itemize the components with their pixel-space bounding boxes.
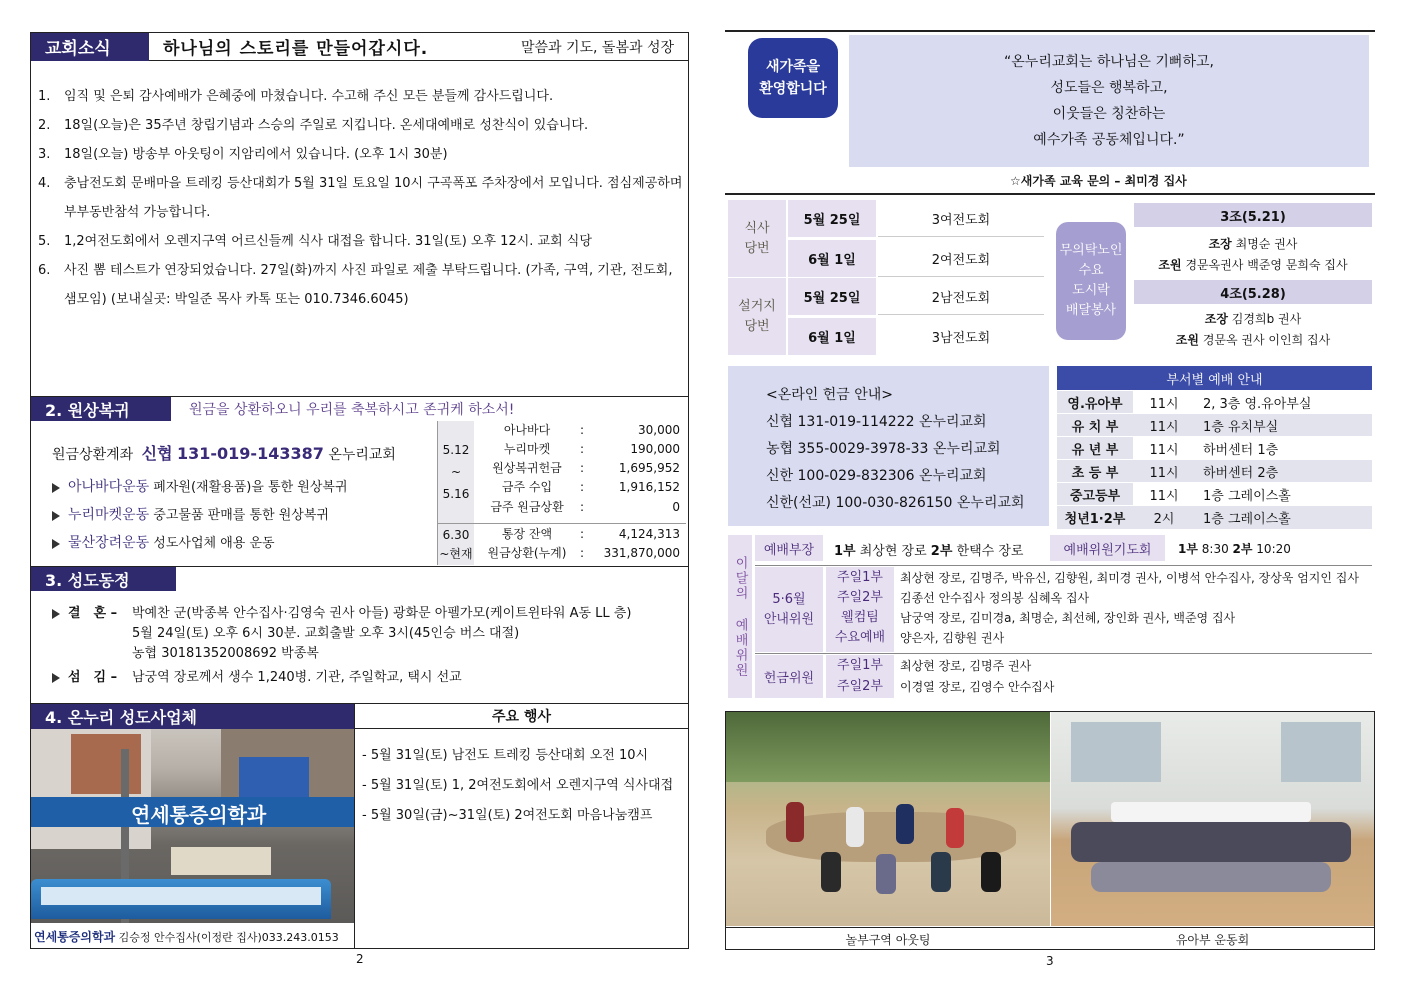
committee-line [755,565,1372,566]
offering-account: 신협 131-019-114222 온누리교회 [766,414,987,430]
page3-topline [725,30,1375,32]
duty-group: 2남전도회 [878,278,1044,315]
events-header: 주요 행사 [355,704,688,729]
gift-entry: 섬 김 – 남궁역 장로께서 생수 1,240병. 기관, 주일학교, 택시 선교 [52,668,688,688]
news-header-motto: 말씀과 기도, 돌봄과 성장 [520,39,674,56]
events-list [362,741,673,831]
welcome-quote: “온누리교회는 하나님은 기뻐하고, 성도들은 행복하고, 이웃들은 칭찬하는 예수가족 공동체입니다.” [849,35,1369,167]
meal-duty-label: 식사 당번 [728,200,786,277]
dept-row: 유 치 부 11시 1층 유치부실 [1057,414,1372,437]
news-item: 3. 18일(오늘) 방송부 아웃팅이 지암리에서 있습니다. (오후 1시 30분) [38,147,448,162]
finance-row: 아나바다 : 30,000 [503,423,680,437]
news-list [38,82,686,314]
offering-title: <온라인 헌금 안내> [766,387,894,403]
offering-keys: 주일1부 주일2부 [826,655,894,698]
usher-values: 최상현 장로, 김명주, 박유신, 김향원, 최미경 권사, 이병석 안수집사, 장상욱 엄지인 집사 김종선 안수집사 정의봉 심혜옥 집사 남궁역 장로, 김미경a, 최명순, 최선혜, 장인화 권사, 백준영 집사 양은자, 김향원 권사 [900,571,1359,645]
news-header [31,33,688,61]
movement-item: 물산장려운동 성도사업체 애용 운동 [52,532,348,560]
committee-leader: 1부 최상현 장로 2부 한택수 장로 [834,544,1024,559]
outing-photo [726,712,1050,926]
usher-keys: 주일1부 주일2부 웰컴팀 수요예배 [826,567,894,652]
dept-row: 영.유아부 11시 2, 3층 영.유아부실 [1057,391,1372,414]
duty-group: 3여전도회 [878,200,1044,237]
photo-divider [725,927,1375,928]
duty-date: 6월 1일 [788,240,876,277]
dish-duty-label: 설거지 당번 [728,278,786,355]
finance-row: 원상복귀헌금 : 1,695,952 [492,461,680,475]
finance-period2: 6.30 ~현재 [438,523,474,565]
finance-row: 통장 잔액 : 4,124,313 [501,527,680,541]
outing-caption: 놀부구역 아웃팅 [845,932,931,947]
restore-motto: 원금을 상환하오니 우리를 축복하시고 존귀케 하소서! [189,402,515,418]
finance-row: 누리마켓 : 190,000 [503,442,680,456]
duty-table [728,200,1044,355]
news-header-title: 하나님의 스토리를 만들어갑시다. [163,39,429,59]
sports-day-photo [1051,712,1374,926]
dept-row: 유 년 부 11시 하버센터 1층 [1057,437,1372,460]
news-item: 2. 18일(오늘)은 35주년 창립기념과 스승의 주일로 지킵니다. 온세대예배로 성찬식이 있습니다. [38,118,589,133]
dept-title: 부서별 예배 안내 [1057,366,1372,390]
finance-row: 금주 원금상환 : 0 [490,500,680,514]
business-header: 4. 온누리 성도사업체 [31,704,354,729]
duty-date: 5월 25일 [788,278,876,315]
event-item: - 5월 31일(토) 남전도 트레킹 등산대회 오전 10시 [362,748,649,763]
finance-period1: 5.12 ~ 5.16 [438,421,474,523]
storefront-photo [31,729,354,923]
wedding-entry: 결 혼 – 박예찬 군(박종복 안수집사·김영숙 권사 아들) 광화문 아펠가모(케이트윈타워 A동 LL 층) 5월 24일(토) 오후 6시 30분. 교회출발 오후 3시(45인승 버스 대절) 농협 30181352008692 박종복 [52,604,688,664]
page-number-2: 2 [356,952,364,966]
finance-rows-2 [474,523,686,563]
committee-prayer-label: 예배위원기도회 [1050,535,1165,561]
account-line: 원금상환계좌 신협 131-019-143387 온누리교회 [52,444,396,463]
event-item: - 5월 31일(토) 1, 2여전도회에서 오렌지구역 식사대접 [362,778,674,793]
event-item: - 5월 30일(금)~31일(토) 2여전도회 마음나눔캠프 [362,808,653,823]
committee-prayer: 1부 8:30 2부 10:20 [1178,542,1291,556]
news-item: 4. 충남전도회 문배마을 트레킹 등산대회가 5월 31일 토요일 10시 구곡폭포 주차장에서 모입니다. 점심제공하며 부부동반참석 가능합니다. [38,176,683,220]
members-header: 3. 성도동정 [31,567,176,591]
duty-group: 2여전도회 [878,240,1044,277]
storefront-sign: 연세통증의학과 [131,803,267,827]
page-number-3: 3 [1046,954,1054,968]
online-offering [728,366,1049,526]
finance-rows-1 [474,421,686,517]
movement-list [52,476,348,560]
business-vdivider [354,704,355,948]
finance-row: 원금상환(누계) : 331,870,000 [487,546,680,560]
offering-account: 신한(선교) 100-030-826150 온누리교회 [766,495,1025,511]
dept-row: 중고등부 11시 1층 그레이스홀 [1057,483,1372,506]
movement-item: 아나바다운동 폐자원(재활용품)을 통한 원상복귀 [52,476,348,504]
usher-label: 5·6월 안내위원 [755,567,823,652]
restore-header-label: 2. 원상복귀 [31,397,171,421]
welcome-contact: ☆새가족 교육 문의 – 최미경 집사 [1010,174,1187,188]
sports-day-caption: 유아부 운동회 [1175,932,1250,947]
finance-row: 금주 수입 : 1,916,152 [501,480,680,494]
offering-committee-label: 헌금위원 [755,655,823,698]
committee-leader-label: 예배부장 [755,535,823,561]
committee-side-label: 이달의 예배위원 [728,535,752,698]
news-item: 6. 사진 뽐 테스트가 연장되었습니다. 27일(화)까지 사진 파일로 제출 부탁드립니다. (가족, 구역, 기관, 전도회, 샘모임) (보내실곳: 박일준 목사 카톡 또는 010.7346.6045) [38,263,673,307]
news-item: 1. 임직 및 은퇴 감사예배가 은혜중에 마쳤습니다. 수고해 주신 모든 분들께 감사드립니다. [38,89,554,104]
news-item: 5. 1,2여전도회에서 오렌지구역 어르신들께 식사 대접을 합니다. 31일(토) 오후 12시. 교회 식당 [38,234,592,249]
business-caption: 연세통증의학과 김승정 안수집사(이정란 집사)033.243.0153 [34,930,339,944]
duty-date: 5월 25일 [788,200,876,237]
dept-table [1057,391,1372,529]
duty-group: 3남전도회 [931,331,991,346]
dept-row: 초 등 부 11시 하버센터 2층 [1057,460,1372,483]
team-title: 4조(5.28) [1134,280,1372,304]
finance-table [437,421,687,565]
movement-item: 누리마켓운동 중고물품 판매를 통한 원상복귀 [52,504,348,532]
team-title: 3조(5.21) [1134,203,1372,227]
offering-account: 농협 355-0029-3978-33 온누리교회 [766,441,1001,457]
committee-line [755,653,1372,654]
offering-values: 최상현 장로, 김명주 권사 이경열 장로, 김영수 안수집사 [900,659,1055,694]
offering-account: 신한 100-029-832306 온누리교회 [766,468,987,484]
team-detail: 조장 최명순 권사 조원 경문옥권사 백준영 문희숙 집사 [1158,237,1348,272]
team-detail: 조장 김경희b 권사 조원 경문옥 권사 이인희 집사 [1175,312,1331,347]
welcome-divider [725,193,1375,195]
welcome-badge: 새가족을 환영합니다 [748,38,838,118]
dept-row: 청년1·2부 2시 1층 그레이스홀 [1057,506,1372,529]
duty-date: 6월 1일 [788,318,876,355]
members-content [52,604,688,688]
lunchbox-label: 무의탁노인 수요 도시락 배달봉사 [1056,222,1126,340]
restore-header [31,397,688,421]
news-header-label: 교회소식 [31,33,149,61]
